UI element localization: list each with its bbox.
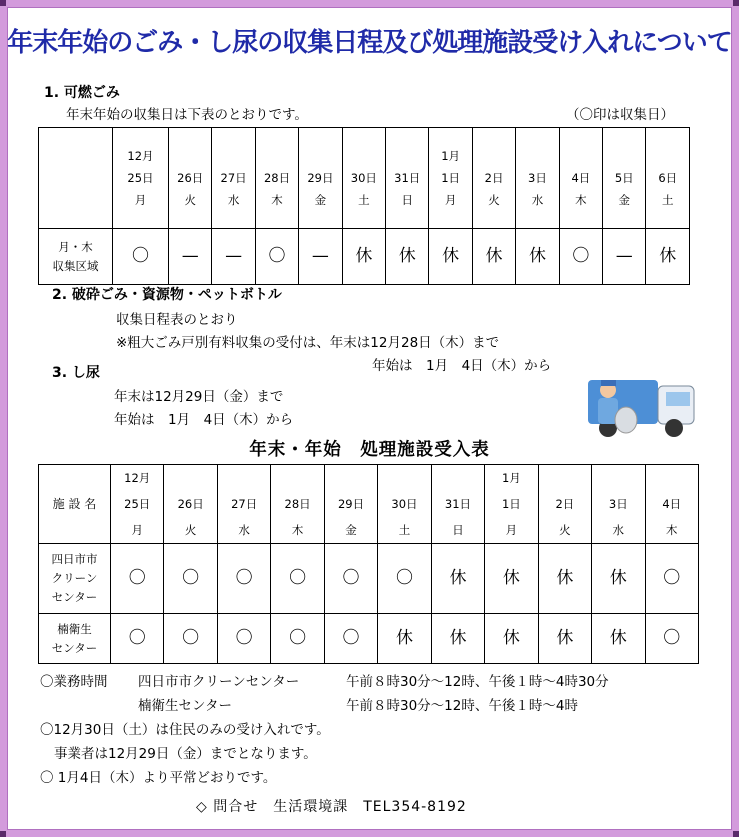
- date-day: 25日: [127, 171, 154, 185]
- mark-symbol: 〇: [663, 568, 681, 588]
- hours1-time: 午前８時30分～12時、午後１時～4時30分: [346, 674, 609, 690]
- acceptance-mark: [111, 544, 164, 614]
- note2: 事業者は12月29日（金）までとなります。: [54, 746, 317, 762]
- table-row: [39, 614, 699, 664]
- mark-symbol: 〇: [663, 628, 681, 648]
- collection-mark: [212, 229, 255, 285]
- facility-name: [39, 614, 111, 664]
- acceptance-mark: [431, 614, 484, 664]
- mark-symbol: 休: [449, 568, 467, 588]
- date-column-header: [386, 128, 429, 229]
- mark-symbol: 休: [609, 568, 627, 588]
- date-dow: 木: [271, 193, 283, 207]
- date-dow: 木: [291, 523, 304, 537]
- acceptance-mark: [164, 614, 217, 664]
- date-column-header: [538, 465, 591, 544]
- date-day: 5日: [614, 171, 634, 185]
- page-title: 年末年始のごみ・し尿の収集日程及び処理施設受け入れについて: [7, 28, 732, 58]
- table-row: [39, 229, 690, 285]
- date-column-header: [485, 465, 538, 544]
- acceptance-mark: [592, 614, 645, 664]
- facility-name-line: センター: [51, 640, 98, 655]
- date-column-header: [645, 465, 698, 544]
- date-day: 29日: [307, 171, 334, 185]
- mark-symbol: 休: [556, 628, 574, 648]
- facility-name-line: センター: [51, 590, 98, 604]
- date-dow: 金: [314, 193, 327, 207]
- hours2-time: 午前８時30分～12時、午後１時～4時: [346, 698, 578, 714]
- date-month: [386, 145, 428, 167]
- section2-line3: 年始は 1月 4日（木）から: [372, 358, 552, 374]
- acceptance-mark: [111, 614, 164, 664]
- date-dow: 火: [559, 523, 571, 537]
- date-dow: 水: [612, 523, 625, 537]
- date-dow: 土: [398, 523, 411, 537]
- collection-mark: [169, 229, 212, 285]
- date-month: [603, 145, 645, 167]
- date-day: 26日: [177, 171, 204, 185]
- facility-name-line: 四日市市: [51, 552, 98, 566]
- date-column-header: [169, 128, 212, 229]
- mark-symbol: 休: [442, 246, 460, 266]
- table2-title: 年末・年始 処理施設受入表: [249, 440, 490, 460]
- mark-symbol: 休: [528, 246, 546, 266]
- acceptance-mark: [645, 544, 698, 614]
- date-month: [256, 145, 298, 167]
- facility-name: [39, 544, 111, 614]
- date-dow: 金: [618, 193, 631, 207]
- date-month: 1月: [441, 149, 461, 163]
- section1-legend: （〇印は収集日）: [566, 107, 674, 123]
- collection-mark: [386, 229, 429, 285]
- collection-mark: [516, 229, 559, 285]
- section1-heading: 1. 可燃ごみ: [44, 85, 120, 101]
- collection-mark: [646, 229, 690, 285]
- collection-mark: [603, 229, 646, 285]
- acceptance-mark: [378, 544, 431, 614]
- collection-mark: [299, 229, 342, 285]
- table-header-row: [39, 465, 699, 544]
- hours1-name: 四日市市クリーンセンター: [138, 674, 300, 690]
- date-dow: 月: [444, 193, 457, 207]
- section2-line1: 収集日程表のとおり: [116, 312, 238, 328]
- date-day: 26日: [177, 497, 204, 511]
- date-dow: 木: [666, 523, 678, 537]
- section2-line2: ※粗大ごみ戸別有料収集の受付は、年末は12月28日（木）まで: [116, 335, 500, 351]
- note1: 〇12月30日（土）は住民のみの受け入れです。: [40, 722, 330, 738]
- date-dow: 月: [505, 523, 518, 537]
- mark-symbol: 休: [355, 246, 373, 266]
- acceptance-mark: [485, 544, 538, 614]
- date-dow: 月: [131, 523, 143, 537]
- date-day: 28日: [263, 171, 291, 185]
- collection-mark: [429, 229, 472, 285]
- acceptance-mark: [324, 614, 377, 664]
- section3-heading: 3. し尿: [52, 365, 100, 381]
- mark-symbol: 休: [659, 246, 677, 266]
- date-month: [560, 145, 602, 167]
- mark-symbol: 〇: [128, 628, 146, 648]
- acceptance-mark: [271, 544, 324, 614]
- contact-info: ◇ 問合せ 生活環境課 TEL354-8192: [196, 799, 467, 815]
- note3: 〇 1月4日（木）より平常どおりです。: [40, 770, 277, 786]
- facility-header: [39, 465, 111, 544]
- facility-name-line: 楠衛生: [57, 621, 92, 636]
- mark-symbol: 〇: [289, 568, 307, 588]
- corner-mark: [0, 0, 6, 6]
- row-label-line: 月・木: [58, 239, 93, 254]
- date-month: [646, 145, 689, 167]
- acceptance-mark: [217, 544, 270, 614]
- mark-symbol: 休: [609, 628, 627, 648]
- hours-label: 〇業務時間: [40, 674, 108, 690]
- date-dow: 水: [531, 193, 544, 207]
- date-column-header: [592, 465, 645, 544]
- garbage-truck-illustration: [582, 372, 700, 442]
- date-column-header: [431, 465, 484, 544]
- date-day: 30日: [391, 497, 418, 511]
- date-day: 28日: [284, 497, 311, 511]
- facility-name-line: クリーン: [51, 571, 98, 585]
- date-day: 4日: [571, 171, 591, 185]
- date-column-header: [217, 465, 270, 544]
- acceptance-mark: [378, 614, 431, 664]
- date-month: [218, 465, 270, 491]
- date-day: 31日: [444, 497, 472, 511]
- collection-mark: [472, 229, 515, 285]
- date-month: [378, 465, 430, 491]
- date-day: 27日: [231, 497, 258, 511]
- corner-mark: [733, 831, 739, 837]
- date-month: [299, 145, 341, 167]
- date-column-header: [113, 128, 169, 229]
- date-dow: 木: [575, 193, 587, 207]
- date-month: [164, 465, 216, 491]
- acceptance-mark: [538, 614, 591, 664]
- date-dow: 金: [345, 523, 357, 537]
- mark-symbol: 〇: [182, 568, 200, 588]
- date-dow: 土: [358, 193, 370, 207]
- trash-bag: [615, 407, 637, 433]
- mark-symbol: 〇: [572, 246, 590, 266]
- mark-symbol: 〇: [342, 628, 360, 648]
- date-month: [271, 465, 323, 491]
- date-month: 1月: [501, 471, 521, 485]
- mark-symbol: —: [225, 246, 243, 266]
- date-column-header: [111, 465, 164, 544]
- date-day: 25日: [124, 497, 151, 511]
- date-dow: 日: [401, 193, 413, 207]
- date-month: [646, 465, 698, 491]
- date-month: 12月: [127, 149, 154, 163]
- mark-symbol: 休: [449, 628, 467, 648]
- date-column-header: [164, 465, 217, 544]
- hours2-name: 楠衛生センター: [138, 698, 232, 714]
- date-month: [169, 145, 211, 167]
- mark-symbol: 〇: [128, 568, 146, 588]
- date-month: [325, 465, 377, 491]
- date-column-header: [646, 128, 690, 229]
- date-column-header: [324, 465, 377, 544]
- date-column-header: [559, 128, 602, 229]
- section2-heading: 2. 破砕ごみ・資源物・ペットボトル: [52, 287, 282, 303]
- collection-mark: [255, 229, 298, 285]
- facility-acceptance-table: [38, 464, 699, 664]
- date-day: 1日: [441, 171, 461, 185]
- acceptance-mark: [592, 544, 645, 614]
- date-day: 29日: [337, 497, 365, 511]
- date-column-header: [342, 128, 385, 229]
- date-column-header: [271, 465, 324, 544]
- facility-header-label: 施 設 名: [52, 496, 97, 511]
- date-month: [516, 145, 558, 167]
- section1-intro: 年末年始の収集日は下表のとおりです。: [66, 107, 308, 123]
- mark-symbol: 休: [502, 568, 520, 588]
- mark-symbol: —: [615, 246, 633, 266]
- row-label-line: 収集区域: [52, 258, 99, 273]
- acceptance-mark: [485, 614, 538, 664]
- collection-mark: [559, 229, 602, 285]
- date-day: 3日: [528, 171, 547, 185]
- acceptance-mark: [431, 544, 484, 614]
- date-dow: 月: [134, 193, 147, 207]
- mark-symbol: 休: [485, 246, 503, 266]
- date-day: 3日: [608, 497, 628, 511]
- date-dow: 土: [661, 193, 674, 207]
- date-day: 30日: [350, 171, 377, 185]
- mark-symbol: 〇: [342, 568, 360, 588]
- date-month: 12月: [124, 471, 151, 485]
- date-column-header: [472, 128, 515, 229]
- date-month: [432, 465, 484, 491]
- date-day: 1日: [501, 497, 521, 511]
- worker-cap: [601, 380, 616, 386]
- date-column-header: [603, 128, 646, 229]
- acceptance-mark: [324, 544, 377, 614]
- date-dow: 火: [488, 193, 500, 207]
- date-column-header: [255, 128, 298, 229]
- date-dow: 日: [452, 523, 464, 537]
- date-day: 4日: [662, 497, 682, 511]
- mark-symbol: 休: [398, 246, 416, 266]
- date-column-header: [429, 128, 472, 229]
- acceptance-mark: [217, 614, 270, 664]
- collection-schedule-table: [38, 127, 690, 285]
- date-month: [539, 465, 591, 491]
- date-column-header: [299, 128, 342, 229]
- mark-symbol: 〇: [289, 628, 307, 648]
- table-corner-cell: [39, 128, 113, 229]
- date-dow: 水: [227, 193, 240, 207]
- collection-mark: [342, 229, 385, 285]
- date-dow: 水: [238, 523, 250, 537]
- collection-mark: [113, 229, 169, 285]
- date-month: [592, 465, 644, 491]
- date-day: 6日: [658, 171, 678, 185]
- corner-mark: [0, 831, 6, 837]
- date-dow: 火: [184, 523, 197, 537]
- date-dow: 火: [184, 193, 196, 207]
- corner-mark: [733, 0, 739, 6]
- date-day: 2日: [484, 171, 504, 185]
- date-column-header: [212, 128, 255, 229]
- table-header-row: [39, 128, 690, 229]
- date-month: [343, 145, 385, 167]
- section3-line2: 年始は 1月 4日（木）から: [114, 412, 294, 428]
- mark-symbol: —: [181, 246, 199, 266]
- acceptance-mark: [538, 544, 591, 614]
- mark-symbol: —: [311, 246, 329, 266]
- date-month: [212, 145, 254, 167]
- date-column-header: [516, 128, 559, 229]
- date-day: 31日: [394, 171, 421, 185]
- date-column-header: [378, 465, 431, 544]
- section3-line1: 年末は12月29日（金）まで: [114, 389, 284, 405]
- mark-symbol: 休: [395, 628, 413, 648]
- acceptance-mark: [645, 614, 698, 664]
- mark-symbol: 〇: [395, 568, 413, 588]
- mark-symbol: 休: [502, 628, 520, 648]
- truck-wheel: [665, 419, 683, 437]
- date-day: 27日: [220, 171, 247, 185]
- mark-symbol: 〇: [132, 246, 149, 266]
- mark-symbol: 休: [556, 568, 574, 588]
- acceptance-mark: [164, 544, 217, 614]
- row-label: [39, 229, 113, 285]
- mark-symbol: 〇: [182, 628, 200, 648]
- truck-window: [666, 392, 690, 406]
- date-month: [473, 145, 515, 167]
- mark-symbol: 〇: [235, 568, 253, 588]
- acceptance-mark: [271, 614, 324, 664]
- date-day: 2日: [555, 497, 575, 511]
- mark-symbol: 〇: [268, 246, 286, 266]
- table-row: [39, 544, 699, 614]
- mark-symbol: 〇: [235, 628, 253, 648]
